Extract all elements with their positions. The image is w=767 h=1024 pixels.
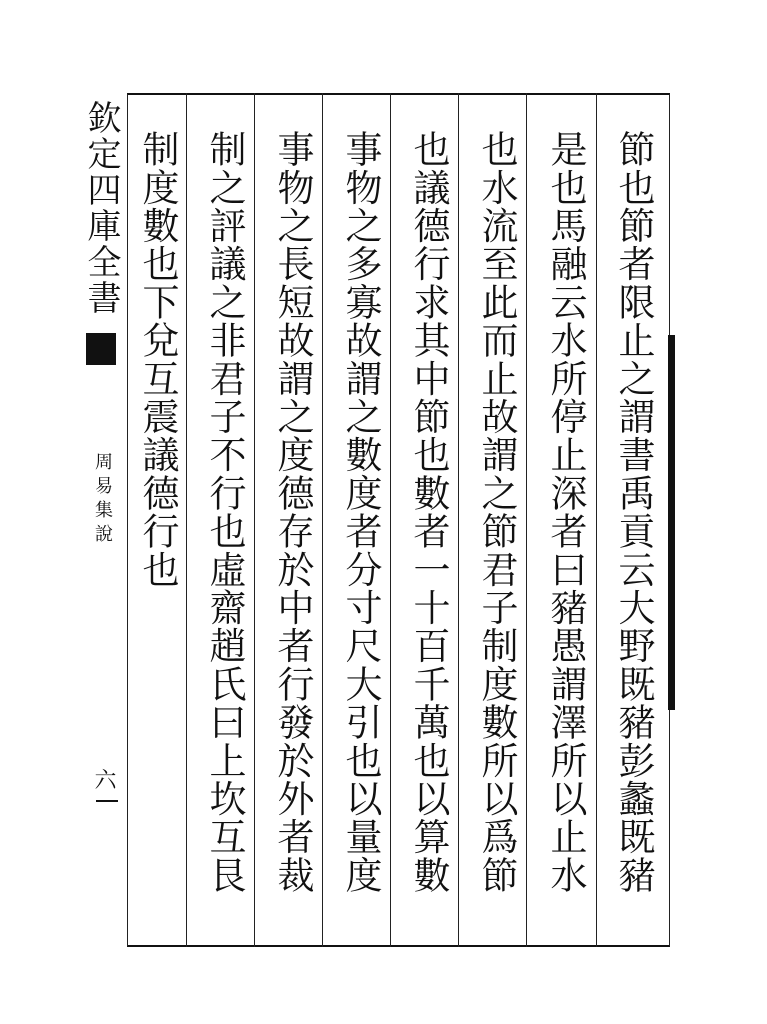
- text-column-8: 制度數也下兌互震議德行也: [136, 130, 179, 589]
- text-column-4: 也議德行求其中節也數者一十百千萬也以算數: [407, 130, 450, 894]
- column-rule: [596, 93, 597, 947]
- column-rule: [390, 93, 391, 947]
- column-rule: [526, 93, 527, 947]
- text-column-7: 制之評議之非君子不行也虛齋趙氏曰上坎互艮: [203, 130, 246, 894]
- page-number-tick: [96, 800, 118, 802]
- binding-edge-bar: [668, 335, 675, 710]
- collection-title: 欽定四庫全書: [81, 100, 121, 316]
- column-rule: [186, 93, 187, 947]
- column-rule: [458, 93, 459, 947]
- column-rule: [322, 93, 323, 947]
- page-number: 六: [91, 768, 116, 790]
- text-column-5: 事物之多寡故謂之數度者分寸尺大引也以量度: [339, 130, 382, 894]
- text-column-2: 是也馬融云水所停止深者曰豬愚謂澤所以止水: [544, 130, 587, 894]
- text-column-3: 也水流至此而止故謂之節君子制度數所以爲節: [475, 130, 518, 894]
- text-column-1: 節也節者限止之謂書禹貢云大野既豬彭蠡既豬: [612, 130, 655, 894]
- column-rule: [254, 93, 255, 947]
- fishtail-block: [86, 333, 116, 365]
- text-column-6: 事物之長短故謂之度德存於中者行發於外者裁: [271, 130, 314, 894]
- book-title: 周易集說: [92, 452, 113, 548]
